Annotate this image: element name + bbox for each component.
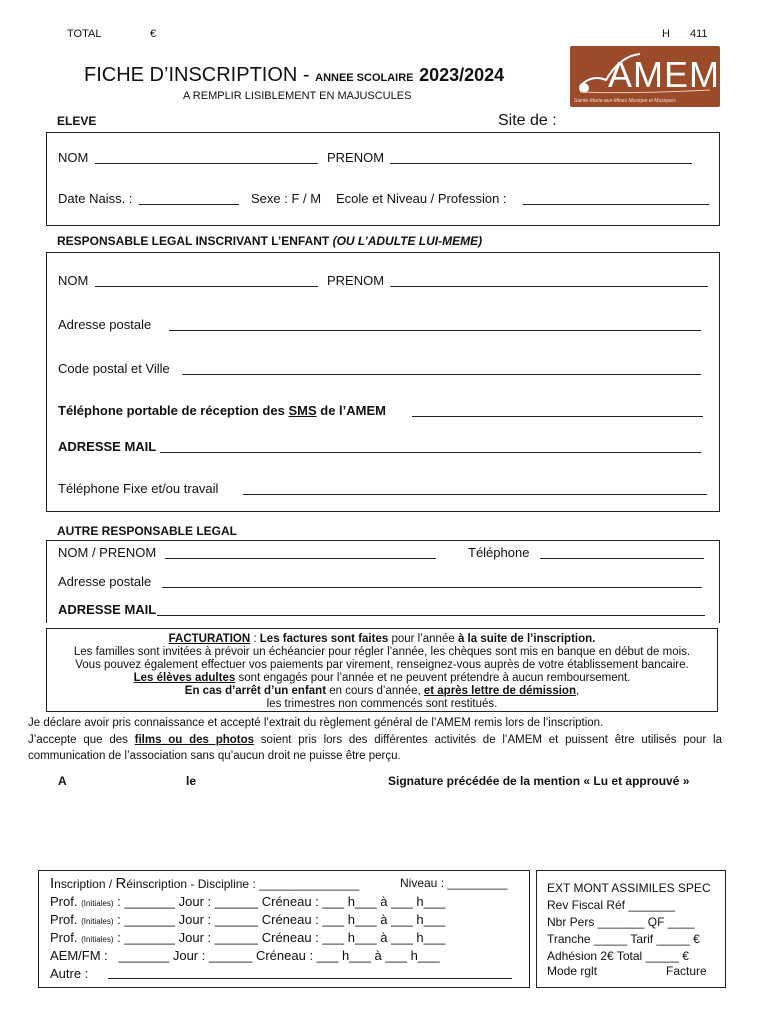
admin-facture: Facture <box>666 964 707 978</box>
sexe-label: Sexe : F / M <box>251 191 322 206</box>
declaration <box>28 715 722 765</box>
initials-label: (Initiales) <box>81 899 114 908</box>
resp-mail-label: ADRESSE MAIL <box>58 439 157 454</box>
fact-sep: : <box>250 633 260 645</box>
tel-sms-label <box>58 403 386 418</box>
admin-line-5: Adhésion 2€ Total _____ € <box>547 949 689 963</box>
resp-adresse-label: Adresse postale <box>58 317 152 332</box>
h-label: H <box>662 28 670 40</box>
logo-subtitle: Sainte-Marie-aux-Mines Musique et Musiques <box>574 98 676 104</box>
insc-rest2: éinscription - Discipline : _______________ <box>126 877 360 891</box>
aem-fm-row[interactable] <box>50 948 440 963</box>
total-label: TOTAL <box>67 28 102 40</box>
declaration-line-2 <box>28 732 722 765</box>
prof-label: Prof. <box>50 912 78 927</box>
tel-sms-sms: SMS <box>288 403 317 418</box>
tel-sms-pre: Téléphone portable de réception des <box>58 403 285 418</box>
responsable-label-italic: (OU L’ADULTE LUI-MEME) <box>332 234 483 248</box>
fact-line-5 <box>47 685 717 698</box>
eleve-prenom-label: PRENOM <box>327 150 385 165</box>
resp-nom-label: NOM <box>58 273 89 288</box>
fact-l1c: Les factures sont faites <box>259 633 389 645</box>
title-annee: ANNEE SCOLAIRE <box>315 72 414 84</box>
fact-line-2: Les familles sont invitées à prévoir un échéancier pour régler l’année, les chèques sont mis en banque en début de mois. <box>73 646 691 658</box>
initials-label: (Initiales) <box>81 917 114 926</box>
prof-row-2[interactable] <box>50 912 445 927</box>
tel-fixe-field[interactable] <box>243 494 707 495</box>
inscription-header <box>50 875 359 892</box>
autre-mail-label: ADRESSE MAIL <box>58 602 157 617</box>
autre-nom-field[interactable] <box>165 558 436 559</box>
prof-line: : _______ Jour : ______ Créneau : ___ h___ à ___ h___ <box>117 930 446 945</box>
eleve-section-label: ELEVE <box>57 114 97 128</box>
h-value: 411 <box>690 28 708 40</box>
fact-l4b: sont engagés pour l’année et ne peuvent prétendre à aucun remboursement. <box>235 672 631 684</box>
eleve-nom-label: NOM <box>58 150 89 165</box>
insc-r: R <box>115 875 127 892</box>
title-year: 2023/2024 <box>419 65 505 85</box>
resp-prenom-label: PRENOM <box>327 273 385 288</box>
fact-l4a: Les élèves adultes <box>133 672 236 684</box>
eleve-box <box>46 132 720 226</box>
facturation-box <box>46 628 718 712</box>
ecole-label: Ecole et Niveau / Profession : <box>336 191 507 206</box>
resp-cp-field[interactable] <box>182 374 701 375</box>
admin-mode-rglt: Mode rglt <box>547 964 598 978</box>
responsable-section-label <box>57 234 482 248</box>
fact-l1d: pour l’année <box>388 633 458 645</box>
signature-area[interactable] <box>540 800 710 860</box>
declaration-line-1: Je déclare avoir pris connaissance et accepté l’extrait du règlement général de l’AMEM remis lors de l’inscription. <box>28 717 604 729</box>
signature-mention: Signature précédée de la mention « Lu et approuvé » <box>388 774 690 788</box>
autre-insc-label: Autre : <box>50 966 89 981</box>
admin-line-1: EXT MONT ASSIMILES SPEC <box>547 881 711 895</box>
signature-le-label: le <box>186 774 197 788</box>
prof-label: Prof. <box>50 930 78 945</box>
autre-mail-field[interactable] <box>157 615 705 616</box>
admin-line-2: Rev Fiscal Réf _______ <box>547 898 676 912</box>
tel-sms-post: de l’AMEM <box>320 403 386 418</box>
logo-text: AMEM <box>608 54 720 95</box>
amem-logo <box>570 46 720 107</box>
fact-l5c: et après lettre de démission <box>423 685 576 697</box>
autre-section-label: AUTRE RESPONSABLE LEGAL <box>57 524 238 538</box>
resp-mail-field[interactable] <box>160 452 701 453</box>
fact-line-3: Vous pouvez également effectuer vos paiements par virement, renseignez-vous auprès de votre établissement bancaire. <box>75 659 689 671</box>
insc-rest1: nscription / <box>54 877 116 891</box>
decl-l2c: soient pris lors des différentes activités de l’AMEM et puissent être utilisés pour la communication de l’association sans qu’aucun droit ne puisse être perçu. <box>28 733 722 762</box>
autre-adresse-field[interactable] <box>162 587 702 588</box>
admin-line-3: Nbr Pers _______ QF ____ <box>547 915 695 929</box>
insc-i: I <box>50 875 55 892</box>
decl-l2b: films ou des photos <box>134 733 255 746</box>
date-naiss-field[interactable] <box>139 204 239 205</box>
fact-line-4 <box>47 672 717 685</box>
initials-label: (Initiales) <box>81 935 114 944</box>
tel-fixe-label: Téléphone Fixe et/ou travail <box>58 481 219 496</box>
ecole-field[interactable] <box>523 204 709 205</box>
page-title <box>84 64 504 87</box>
prof-row-3[interactable] <box>50 930 445 945</box>
autre-tel-label: Téléphone <box>468 545 530 560</box>
date-naiss-label: Date Naiss. : <box>58 191 133 206</box>
resp-prenom-field[interactable] <box>390 286 708 287</box>
tel-sms-field[interactable] <box>412 416 703 417</box>
resp-adresse-field[interactable] <box>169 330 701 331</box>
fact-l5a: En cas d’arrêt d’un enfant <box>184 685 327 697</box>
fact-l1e: à la suite de l’inscription. <box>457 633 596 645</box>
autre-insc-field[interactable] <box>108 978 512 979</box>
euro-sign: € <box>150 28 157 40</box>
fact-title: FACTURATION <box>168 633 251 645</box>
prof-line: : _______ Jour : ______ Créneau : ___ h___ à ___ h___ <box>117 912 446 927</box>
eleve-prenom-field[interactable] <box>390 163 692 164</box>
eleve-nom-field[interactable] <box>95 163 318 164</box>
signature-a-label: A <box>58 774 67 788</box>
prof-label: Prof. <box>50 894 78 909</box>
prof-row-1[interactable] <box>50 894 445 909</box>
aem-line: _______ Jour : ______ Créneau : ___ h___ à ___ h___ <box>118 948 440 963</box>
resp-cp-label: Code postal et Ville <box>58 361 170 376</box>
autre-tel-field[interactable] <box>540 558 704 559</box>
site-label: Site de : <box>498 112 557 129</box>
autre-nom-label: NOM / PRENOM <box>58 545 157 560</box>
prof-line: : _______ Jour : ______ Créneau : ___ h___ à ___ h___ <box>117 894 446 909</box>
fact-l5b: en cours d’année, <box>326 685 424 697</box>
fact-l5d: , <box>575 685 580 697</box>
title-main: FICHE D’INSCRIPTION - <box>84 64 310 86</box>
subtitle: A REMPLIR LISIBLEMENT EN MAJUSCULES <box>183 90 412 102</box>
resp-nom-field[interactable] <box>95 286 318 287</box>
fact-line-1 <box>47 633 717 646</box>
responsable-box <box>46 252 720 512</box>
niveau-label: Niveau : _________ <box>400 876 508 890</box>
decl-l2a: J’accepte que des <box>28 733 135 746</box>
responsable-label-text: RESPONSABLE LEGAL INSCRIVANT L’ENFANT <box>57 234 330 248</box>
admin-line-4: Tranche _____ Tarif _____ € <box>547 932 700 946</box>
autre-adresse-label: Adresse postale <box>58 574 152 589</box>
aem-label: AEM/FM : <box>50 948 108 963</box>
fact-line-6: les trimestres non commencés sont restitués. <box>266 698 498 710</box>
